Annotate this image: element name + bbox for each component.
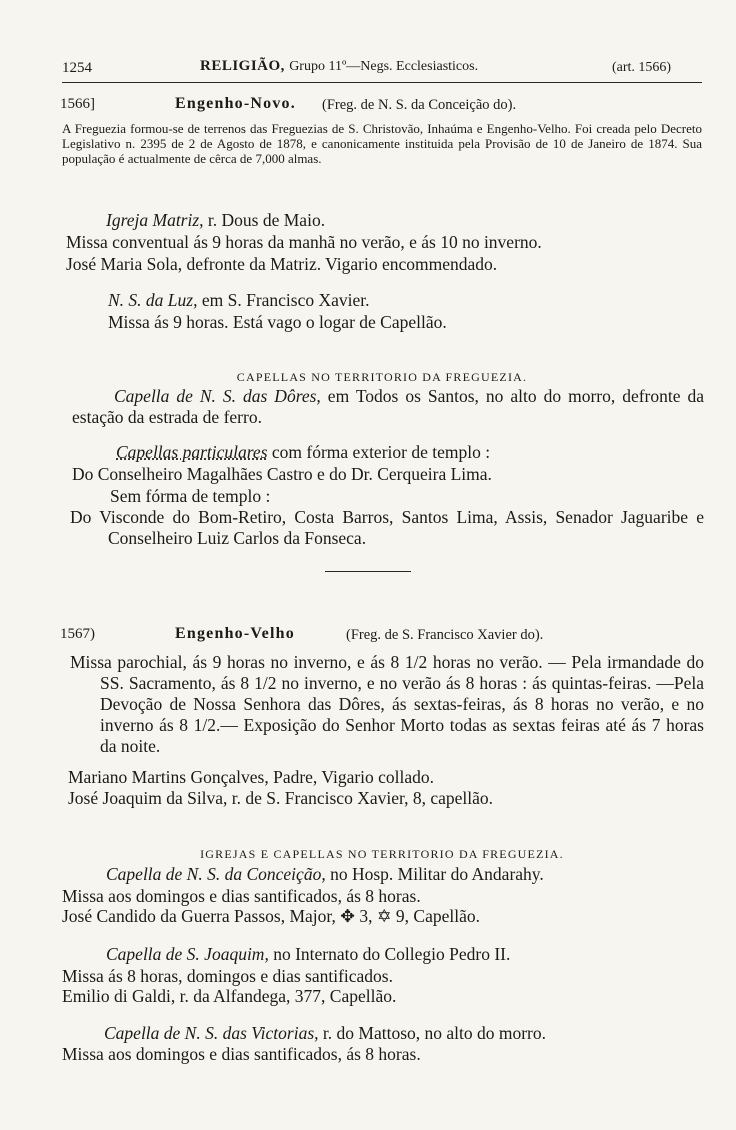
conceicao-mass: Missa aos domingos e dias santificados, ás 8 horas.: [62, 886, 421, 906]
joaquim-name: Capella de S. Joaquim,: [106, 944, 269, 964]
section-name: Engenho-Velho: [175, 625, 295, 642]
matriz-vicar: José Maria Sola, defronte da Matriz. Vigario encommendado.: [66, 254, 498, 274]
engenho-velho-mass: Missa parochial, ás 9 horas no inverno, e ás 8 1/2 horas no verão. — Pela irmandade do SS. Sacramento, ás 8 1/2 no inverno, e no verão ás 8 horas : ás quintas-feiras. —Pela Devoção de Nossa Senhora das Dôres, ás sextas-feiras, ás 8 horas no verão, e no inverno ás 8 1/2.— Exposição do Senhor Morto todas as sextas feiras até ás 7 horas da noite.: [70, 652, 704, 756]
particulares-line: [116, 442, 706, 463]
particulares-text: com fórma exterior de templo :: [271, 442, 491, 462]
matriz-name: Igreja Matriz,: [106, 210, 204, 230]
victorias-loc: r. do Mattoso, no alto do morro.: [322, 1023, 547, 1043]
matriz-line: [106, 210, 706, 231]
luz-name: N. S. da Luz,: [108, 290, 198, 310]
luz-line: [108, 290, 708, 311]
order-number-2: 9, Capellão.: [395, 906, 480, 926]
engenho-velho-chaplain: José Joaquim da Silva, r. de S. Francisco Xavier, 8, capellão.: [68, 788, 494, 808]
conceicao-name: Capella de N. S. da Conceição,: [106, 864, 326, 884]
churches-heading-1567: IGREJAS E CAPELLAS NO TERRITORIO DA FREGUEZIA.: [200, 847, 564, 861]
section-number: 1567): [60, 626, 95, 642]
conceicao-chaplain-name: José Candido da Guerra Passos, Major,: [62, 906, 336, 926]
chapels-heading-1566: CAPELLAS NO TERRITORIO DA FREGUEZIA.: [236, 370, 528, 384]
joaquim-chaplain: Emilio di Galdi, r. da Alfandega, 377, Capellão.: [62, 986, 397, 1006]
dores-entry: [72, 386, 704, 428]
order-number-1: 3,: [359, 906, 373, 926]
section-subtitle: (Freg. de S. Francisco Xavier do).: [346, 627, 544, 643]
victorias-name: Capella de N. S. das Victorias,: [104, 1023, 319, 1043]
section-divider: [325, 571, 411, 572]
conceicao-loc: no Hosp. Militar do Andarahy.: [330, 864, 544, 884]
header-rule: [62, 82, 702, 83]
dores-name: Capella de N. S. das Dôres,: [114, 386, 321, 406]
section-name: Engenho-Novo.: [175, 95, 296, 112]
joaquim-line: [106, 944, 706, 965]
order-star-icon: ✡: [376, 906, 392, 926]
running-title: [200, 58, 478, 75]
page-number: 1254: [62, 60, 92, 76]
matriz-mass: Missa conventual ás 9 horas da manhã no verão, e ás 10 no inverno.: [66, 232, 542, 252]
victorias-mass: Missa aos domingos e dias santificados, ás 8 horas.: [62, 1044, 421, 1064]
article-range: (art. 1566): [612, 60, 672, 75]
conceicao-line: [106, 864, 706, 885]
joaquim-mass: Missa ás 8 horas, domingos e dias santificados.: [62, 966, 393, 986]
order-cross-icon: ✥: [340, 906, 355, 926]
dores-text: em Todos os Santos, no alto do morro, defronte da estação da estrada de ferro.: [72, 386, 705, 427]
section-1566-intro: A Freguezia formou-se de terrenos das Freguezias de S. Christovão, Inhaúma e Engenho-Velho. Foi creada pelo Decreto Legislativo n. 2395 de 2 de Agosto de 1878, e canonicamente instituida pela Provisão de 10 de Janeiro de 1874. Sua população é actualmente de cêrca de 7,000 almas.: [62, 121, 702, 166]
conceicao-chaplain: [62, 906, 702, 927]
running-title-sub: Grupo 11º—Negs. Ecclesiasticos.: [289, 59, 479, 74]
particulares-name: Capellas particulares: [116, 442, 268, 462]
luz-mass: Missa ás 9 horas. Está vago o logar de Capellão.: [108, 312, 447, 332]
section-number: 1566]: [60, 96, 95, 112]
section-subtitle: (Freg. de N. S. da Conceição do).: [322, 97, 517, 113]
luz-address: em S. Francisco Xavier.: [201, 290, 370, 310]
engenho-velho-vicar: Mariano Martins Gonçalves, Padre, Vigario collado.: [68, 767, 435, 787]
joaquim-loc: no Internato do Collegio Pedro II.: [273, 944, 511, 964]
sem-forma-label: Sem fórma de templo :: [110, 486, 271, 506]
sem-forma-owners: Do Visconde do Bom-Retiro, Costa Barros, Santos Lima, Assis, Senador Jaguaribe e Conselheiro Luiz Carlos da Fonseca.: [70, 507, 704, 548]
particulares-owners: Do Conselheiro Magalhães Castro e do Dr. Cerqueira Lima.: [72, 464, 492, 484]
running-title-main: RELIGIÃO,: [200, 58, 285, 74]
victorias-line: [104, 1023, 704, 1044]
matriz-address: r. Dous de Maio.: [207, 210, 326, 230]
